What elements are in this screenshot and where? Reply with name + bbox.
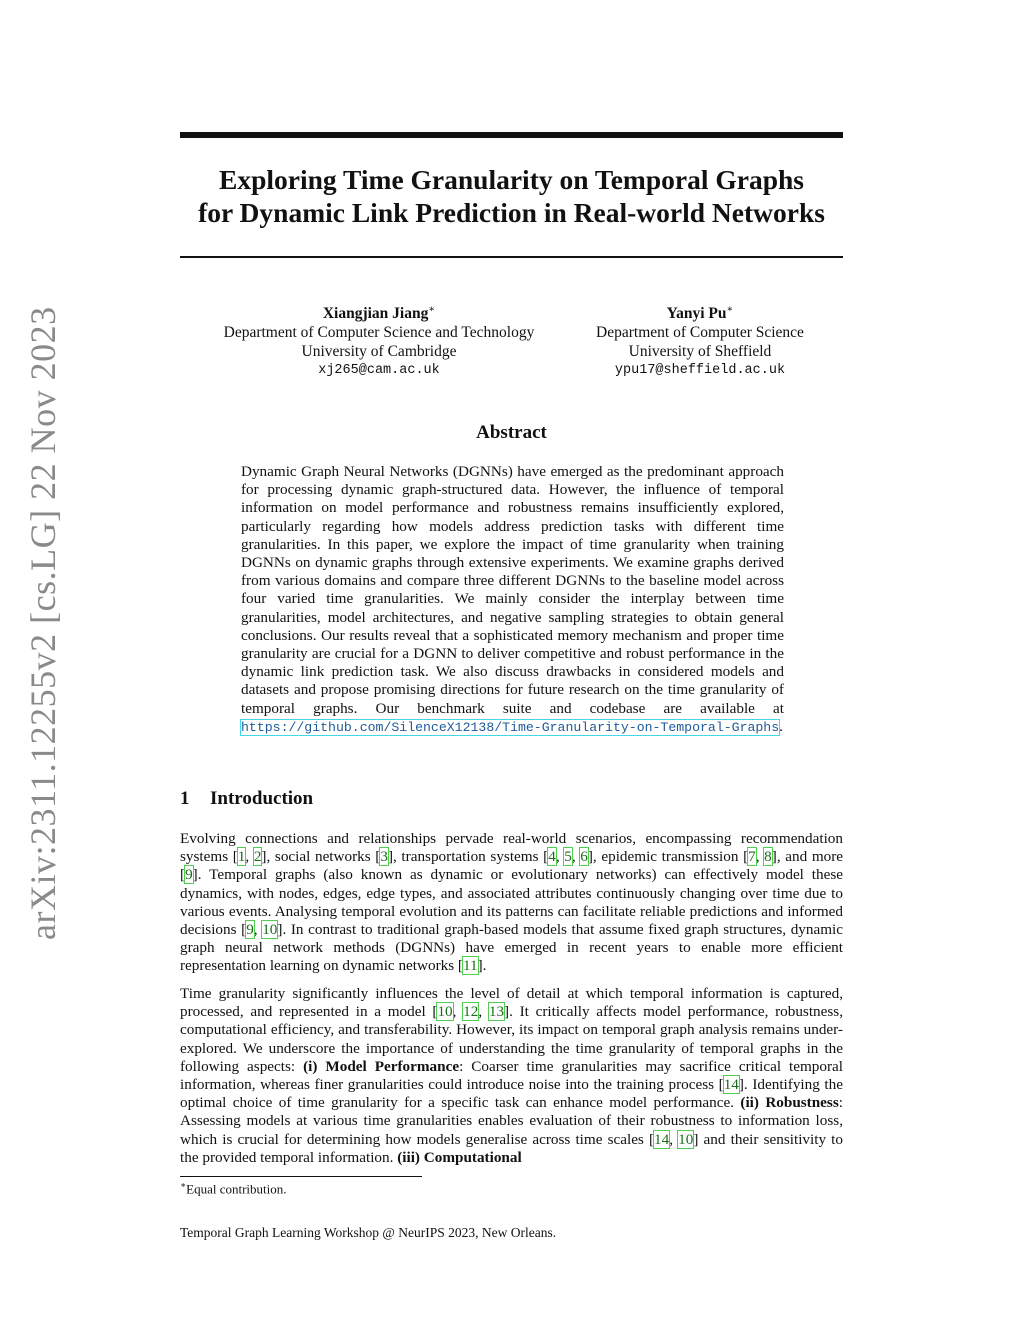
citation-link[interactable]: 8 bbox=[764, 848, 772, 866]
author-name: Yanyi Pu∗ bbox=[666, 304, 734, 323]
author-email[interactable]: ypu17@sheffield.ac.uk bbox=[614, 363, 786, 379]
citation-link[interactable]: 9 bbox=[185, 866, 193, 884]
citation-link[interactable]: 13 bbox=[488, 1003, 505, 1021]
codebase-link[interactable]: https://github.com/SilenceX12138/Time-Granularity-on-Temporal-Graphs bbox=[241, 719, 780, 735]
author-name: Xiangjian Jiang∗ bbox=[322, 304, 436, 323]
paper-title bbox=[180, 163, 843, 229]
section-title: Introduction bbox=[210, 788, 314, 809]
author-affiliation: University of Cambridge bbox=[301, 343, 457, 361]
author-department: Department of Computer Science and Technology bbox=[223, 324, 535, 342]
arxiv-watermark: arXiv:2311.12255v2 [cs.LG] 22 Nov 2023 bbox=[23, 306, 63, 940]
author-block-2 bbox=[575, 300, 825, 380]
citation-link[interactable]: 7 bbox=[748, 848, 756, 866]
intro-paragraph-2: Time granularity significantly influences the level of detail at which temporal information is captured, processed, and represented in a model [10, 12, 13]. It critically affects model performance, robustness, computational efficiency, and transferability. However, its impact on temporal graph analysis remains under-explored. We underscore the importance of understanding the time granularity of temporal graphs in the following aspects: (i) Model Performance: Coarser time granularities may sacrifice critical temporal information, whereas finer granularities could introduce noise into the training process [14]. Identifying the optimal choice of time granularity for a specific task can enhance model performance. (ii) Robustness: Assessing models at various time granularities enables evaluation of their robustness to information loss, which is crucial for determining how models generalise across time scales [14, 10] and their sensitivity to the provided temporal information. (iii) Computational bbox=[180, 985, 844, 1166]
footnote: ∗Equal contribution. bbox=[180, 1180, 287, 1197]
author-block-1 bbox=[200, 300, 558, 380]
citation-link[interactable]: 10 bbox=[262, 921, 278, 939]
citation-link[interactable]: 12 bbox=[463, 1003, 479, 1021]
author-email[interactable]: xj265@cam.ac.uk bbox=[318, 363, 440, 379]
citation-link[interactable]: 5 bbox=[564, 848, 572, 866]
section-number: 1 bbox=[180, 788, 190, 809]
citation-link[interactable]: 11 bbox=[463, 957, 478, 975]
intro-paragraph-1: Evolving connections and relationships pervade real-world scenarios, encompassing recommendation systems [1, 2], social networks [3], transportation systems [4, 5, 6], epidemic transmission [7, 8], and more [9]. Temporal graphs (also known as dynamic or evolutionary networks) can effectively model these dynamics, with nodes, edges, edge types, and associated attributes continuously changing over time due to various events. Analysing temporal evolution and its patterns can facilitate reliable predictions and informed decisions [9, 10]. In contrast to traditional graph-based models that assume fixed graph structures, dynamic graph neural network methods (DGNNs) have emerged in recent years to enable more efficient representation learning on dynamic networks [11]. bbox=[180, 830, 844, 975]
bold-term: (i) Model Performance bbox=[303, 1057, 460, 1075]
author-affiliation: University of Sheffield bbox=[628, 343, 772, 361]
abstract-heading: Abstract bbox=[476, 422, 547, 443]
citation-link[interactable]: 14 bbox=[654, 1130, 670, 1148]
citation-link[interactable]: 3 bbox=[380, 848, 388, 866]
title-bottom-rule bbox=[180, 256, 843, 258]
citation-link[interactable]: 4 bbox=[548, 848, 556, 866]
citation-link[interactable]: 6 bbox=[580, 848, 588, 866]
bold-term: (iii) Computational bbox=[397, 1148, 522, 1166]
citation-link[interactable]: 9 bbox=[246, 921, 254, 939]
citation-link[interactable]: 10 bbox=[437, 1003, 453, 1021]
citation-link[interactable]: 10 bbox=[678, 1130, 694, 1148]
venue-footer: Temporal Graph Learning Workshop @ NeurIPS 2023, New Orleans. bbox=[180, 1225, 557, 1240]
footnote-rule bbox=[180, 1176, 422, 1177]
section-heading bbox=[180, 788, 843, 810]
title-line-2: for Dynamic Link Prediction in Real-world Networks bbox=[198, 197, 825, 228]
title-top-rule bbox=[180, 132, 843, 138]
citation-link[interactable]: 14 bbox=[723, 1076, 739, 1094]
title-line-1: Exploring Time Granularity on Temporal Graphs bbox=[219, 164, 804, 195]
citation-link[interactable]: 2 bbox=[253, 848, 262, 866]
bold-term: (ii) Robustness bbox=[740, 1094, 839, 1112]
author-department: Department of Computer Science bbox=[596, 324, 804, 342]
abstract-body: Dynamic Graph Neural Networks (DGNNs) have emerged as the predominant approach for processing dynamic graph-structured data. However, the influence of temporal information on model performance and robustness remains insufficiently explored, particularly regarding how models address prediction tasks with different time granularities. In this paper, we explore the impact of time granularity when training DGNNs on dynamic graphs through extensive experiments. We examine graphs derived from various domains and compare three different DGNNs to the baseline model across four varied time granularities. We mainly consider the interplay between time granularities, model architectures, and negative sampling strategies to obtain general conclusions. Our results reveal that a sophisticated memory mechanism and proper time granularity are crucial for a DGNN to deliver competitive and robust performance in the dynamic link prediction task. We also discuss drawbacks in considered models and datasets and propose promising directions for future research on the time granularity of temporal graphs. Our benchmark suite and codebase are available at https://github.com/SilenceX12138/Time-Granularity-on-Temporal-Graphs. bbox=[241, 463, 784, 735]
citation-link[interactable]: 1 bbox=[237, 848, 246, 866]
abstract-text: Dynamic Graph Neural Networks (DGNNs) have emerged as the predominant approach for processing dynamic graph-structured data. However, the influence of temporal information on model performance and robustness remains insufficiently explored, particularly regarding how models address prediction tasks with different time granularities. In this paper, we explore the impact of time granularity when training DGNNs on dynamic graphs through extensive experiments. We examine graphs derived from various domains and compare three different DGNNs to the baseline model across four varied time granularities. We mainly consider the interplay between time granularities, model architectures, and negative sampling strategies to obtain general conclusions. Our results reveal that a sophisticated memory mechanism and proper time granularity are crucial for a DGNN to deliver competitive and robust performance in the dynamic link prediction task. We also discuss drawbacks in considered models and datasets and propose promising directions for future research on the time granularity of temporal graphs. Our benchmark suite and codebase are available at bbox=[241, 463, 784, 717]
